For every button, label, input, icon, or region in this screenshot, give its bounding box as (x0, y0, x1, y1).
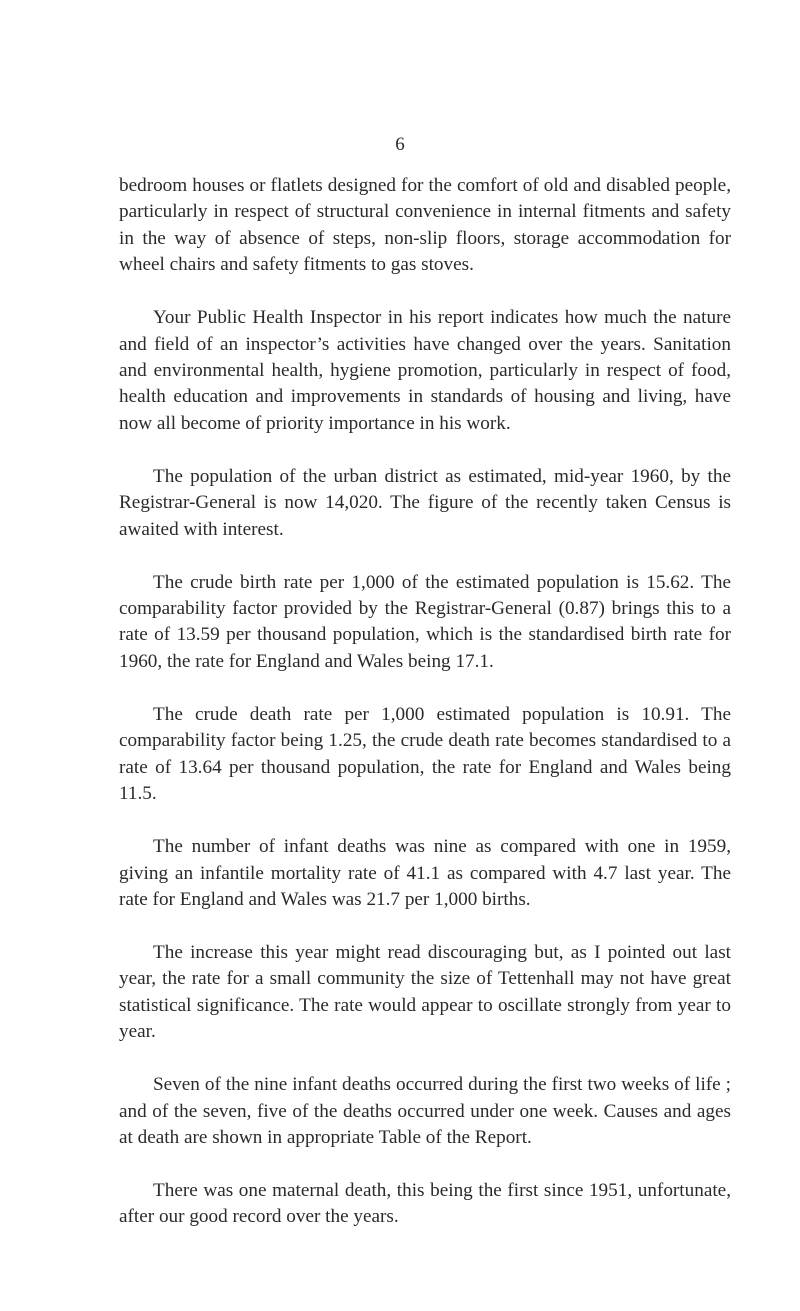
paragraph-death-rate: The crude death rate per 1,000 estimated population is 10.91. The comparability factor being 1.25, the crude death rate becomes standardised to a rate of 13.64 per thousand population, the rate for England and Wales being 11.5. (119, 703, 731, 805)
paragraph-infant-death-causes: Seven of the nine infant deaths occurred during the first two weeks of life ; and of the seven, five of the deaths occurred under one week. Causes and ages at death are shown in appropriate Table of the Report. (119, 1074, 731, 1148)
paragraph-public-health-inspector: Your Public Health Inspector in his report indicates how much the nature and field of an inspector’s activities have changed over the years. Sanitation and environmental health, hygiene promotion, particularly in respect of food, health education and improvements in standards of housing and living, have now all become of priority importance in his work. (119, 307, 731, 434)
page-number: 6 (395, 134, 405, 155)
paragraph-continuation: bedroom houses or flatlets designed for the comfort of old and disabled people, particularly in respect of structural convenience in internal fitments and safety in the way of absence of steps, non-slip floors, storage accommodation for wheel chairs and safety fitments to gas stoves. (119, 175, 731, 276)
paragraph-infant-deaths: The number of infant deaths was nine as compared with one in 1959, giving an infantile mortality rate of 41.1 as compared with 4.7 last year. The rate for England and Wales was 21.7 per 1,000 births. (119, 836, 731, 910)
paragraph-birth-rate: The crude birth rate per 1,000 of the estimated population is 15.62. The comparability factor provided by the Registrar-General (0.87) brings this to a rate of 13.59 per thousand population, which is the standardised birth rate for 1960, the rate for England and Wales being 17.1. (119, 571, 731, 672)
paragraph-increase: The increase this year might read discouraging but, as I pointed out last year, the rate for a small community the size of Tettenhall may not have great statistical significance. The rate would appear to oscillate strongly from year to year. (119, 941, 731, 1043)
body-text (119, 173, 731, 1257)
paragraph-maternal-death: There was one maternal death, this being the first since 1951, unfortunate, after our good record over the years. (119, 1179, 731, 1228)
paragraph-population: The population of the urban district as estimated, mid-year 1960, by the Registrar-General is now 14,020. The figure of the recently taken Census is awaited with interest. (119, 465, 731, 540)
